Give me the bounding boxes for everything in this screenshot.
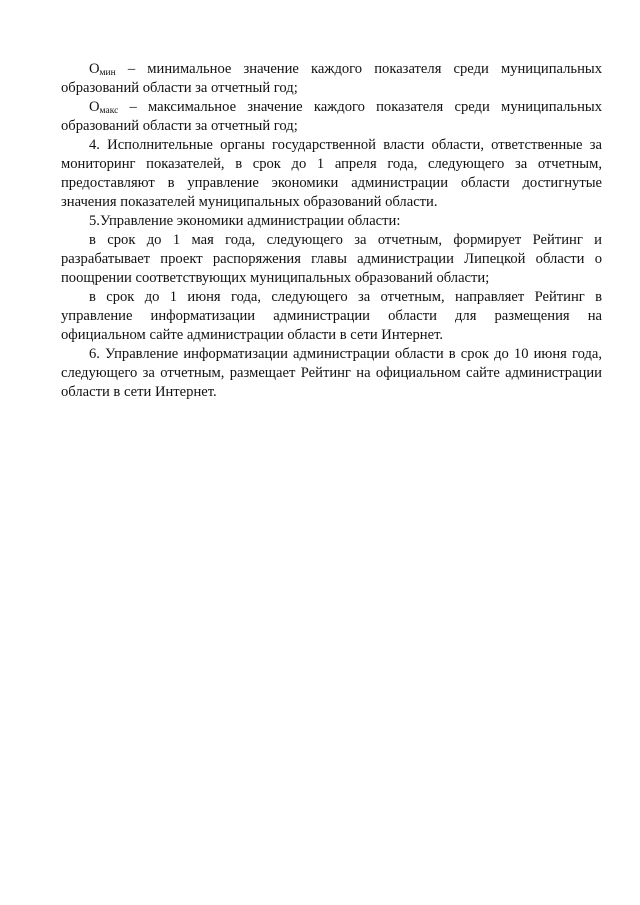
paragraph-item-4: 4. Исполнительные органы государственной власти области, ответственные за мониторинг показателей, в срок до 1 апреля года, следующего за отчетным, предоставляют в управление экономики администрации области достигнутые значения показателей муниципальных образований области. — [61, 137, 602, 210]
paragraph-item-5-subitem-1: в срок до 1 мая года, следующего за отчетным, формирует Рейтинг и разрабатывает проект распоряжения главы администрации Липецкой области о поощрении соответствующих муниципальных образований области; — [61, 232, 602, 286]
document-page — [61, 60, 602, 402]
paragraph-text: – максимальное значение каждого показателя среди муниципальных образований области за отчетный год; — [61, 99, 602, 134]
paragraph-text: – минимальное значение каждого показателя среди муниципальных образований области за отчетный год; — [61, 61, 602, 96]
symbol-o: О — [89, 99, 100, 115]
subscript-min: мин — [99, 68, 116, 78]
paragraph-item-5-subitem-2: в срок до 1 июня года, следующего за отчетным, направляет Рейтинг в управление информатизации администрации области для размещения на официальном сайте администрации области в сети Интернет. — [61, 289, 602, 343]
paragraph-omin-definition — [61, 60, 602, 98]
paragraph-item-6: 6. Управление информатизации администрации области в срок до 10 июня года, следующего за отчетным, размещает Рейтинг на официальном сайте администрации области в сети Интернет. — [61, 346, 602, 400]
symbol-o: О — [89, 61, 100, 77]
paragraph-item-5-heading: 5.Управление экономики администрации области: — [89, 213, 401, 229]
paragraph-omax-definition — [61, 98, 602, 136]
subscript-max: макс — [99, 106, 119, 116]
